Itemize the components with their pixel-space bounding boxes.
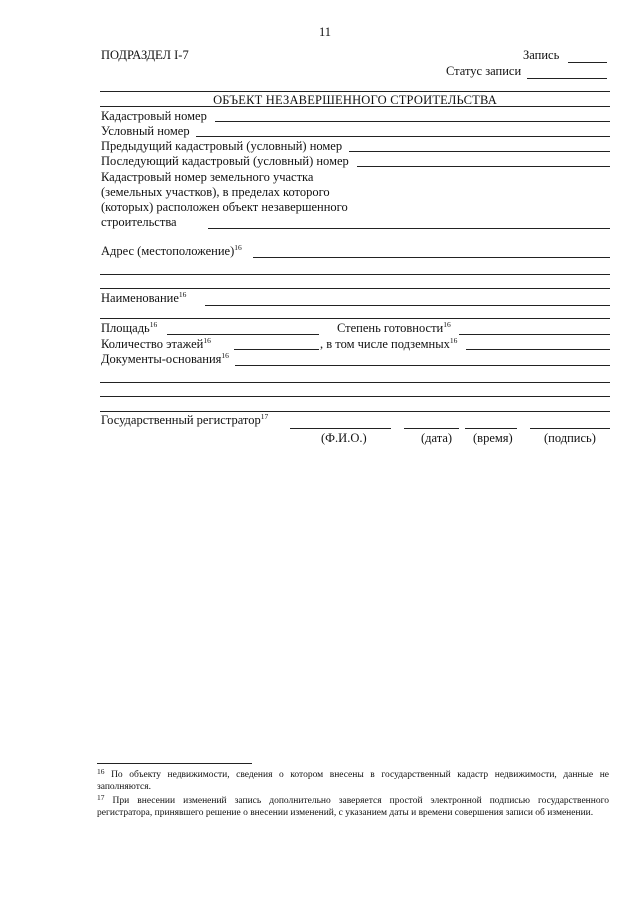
footnote-mark-16: 16 — [221, 351, 229, 360]
footnote-mark-16: 16 — [203, 336, 211, 345]
previous-number-line — [349, 151, 610, 152]
readiness-line — [459, 334, 610, 335]
record-field-line — [568, 62, 607, 63]
time-caption: (время) — [473, 431, 513, 445]
name-line-1 — [205, 305, 610, 306]
land-number-label-1: Кадастровый номер земельного участка — [101, 170, 314, 184]
documents-label — [101, 352, 229, 366]
footnote-17 — [97, 795, 609, 819]
form-title: ОБЪЕКТ НЕЗАВЕРШЕННОГО СТРОИТЕЛЬСТВА — [213, 93, 497, 107]
page-number: 11 — [318, 25, 332, 39]
area-line — [167, 334, 319, 335]
section-title: ПОДРАЗДЕЛ I-7 — [101, 48, 189, 62]
area-label — [101, 321, 157, 335]
registrar-fio-line — [290, 428, 391, 429]
land-number-line — [208, 228, 610, 229]
record-label: Запись — [523, 48, 560, 62]
name-line-2 — [100, 318, 610, 319]
underground-label — [320, 337, 457, 351]
registrar-label-text: Государственный регистратор — [101, 413, 261, 427]
documents-line-3 — [100, 396, 610, 397]
name-label — [101, 291, 186, 305]
registrar-date-line — [404, 428, 459, 429]
footnote-17-mark: 17 — [97, 793, 105, 802]
underground-line — [466, 349, 610, 350]
registrar-label — [101, 413, 268, 427]
footnote-mark-16: 16 — [149, 320, 158, 329]
floors-label — [101, 337, 211, 351]
underground-label-text: , в том числе подземных — [320, 337, 450, 351]
address-label — [101, 244, 242, 258]
address-line-1 — [253, 257, 610, 258]
land-number-label-4: строительства — [101, 215, 177, 229]
footnote-mark-16: 16 — [234, 243, 242, 252]
footnote-mark-16: 16 — [449, 336, 458, 345]
footnote-mark-17: 17 — [260, 412, 269, 421]
area-label-text: Площадь — [101, 321, 150, 335]
documents-line-4 — [100, 411, 610, 412]
documents-line-1 — [235, 365, 610, 366]
address-line-3 — [100, 288, 610, 289]
footnote-16-mark: 16 — [97, 767, 105, 776]
readiness-label-text: Степень готовности — [337, 321, 444, 335]
floors-line — [234, 349, 319, 350]
footnote-mark-16: 16 — [443, 320, 451, 329]
footnote-separator — [97, 763, 252, 764]
date-caption: (дата) — [421, 431, 453, 445]
conditional-number-line — [196, 136, 610, 137]
registrar-time-line — [465, 428, 517, 429]
address-line-2 — [100, 274, 610, 275]
cadastral-number-line — [215, 121, 610, 122]
footnote-16 — [97, 769, 609, 793]
next-number-label: Последующий кадастровый (условный) номер — [101, 154, 349, 168]
documents-line-2 — [100, 382, 610, 383]
footnote-17-text: При внесении изменений запись дополнительно заверяется простой электронной подписью государственного регистратора, принявшего решение о внесении изменений, с указанием даты и времени совершения записи об изменении. — [97, 796, 610, 818]
title-bottom-rule — [100, 106, 610, 107]
fio-caption: (Ф.И.О.) — [321, 431, 367, 445]
previous-number-label: Предыдущий кадастровый (условный) номер — [101, 139, 343, 153]
footnote-16-text: По объекту недвижимости, сведения о котором внесены в государственный кадастр недвижимости, данные не заполняются. — [97, 770, 610, 792]
floors-label-text: Количество этажей — [101, 337, 204, 351]
title-top-rule — [100, 91, 610, 92]
cadastral-number-label: Кадастровый номер — [101, 109, 207, 123]
conditional-number-label: Условный номер — [101, 124, 190, 138]
footnote-mark-16: 16 — [178, 290, 187, 299]
record-status-label: Статус записи — [446, 64, 522, 78]
address-label-text: Адрес (местоположение) — [101, 244, 235, 258]
land-number-label-3: (которых) расположен объект незавершенного — [101, 200, 348, 214]
next-number-line — [357, 166, 610, 167]
land-number-label-2: (земельных участков), в пределах которого — [101, 185, 330, 199]
readiness-label — [337, 321, 451, 335]
documents-label-text: Документы-основания — [101, 352, 222, 366]
name-label-text: Наименование — [101, 291, 179, 305]
record-status-field-line — [527, 78, 607, 79]
registrar-signature-line — [530, 428, 610, 429]
signature-caption: (подпись) — [544, 431, 596, 445]
